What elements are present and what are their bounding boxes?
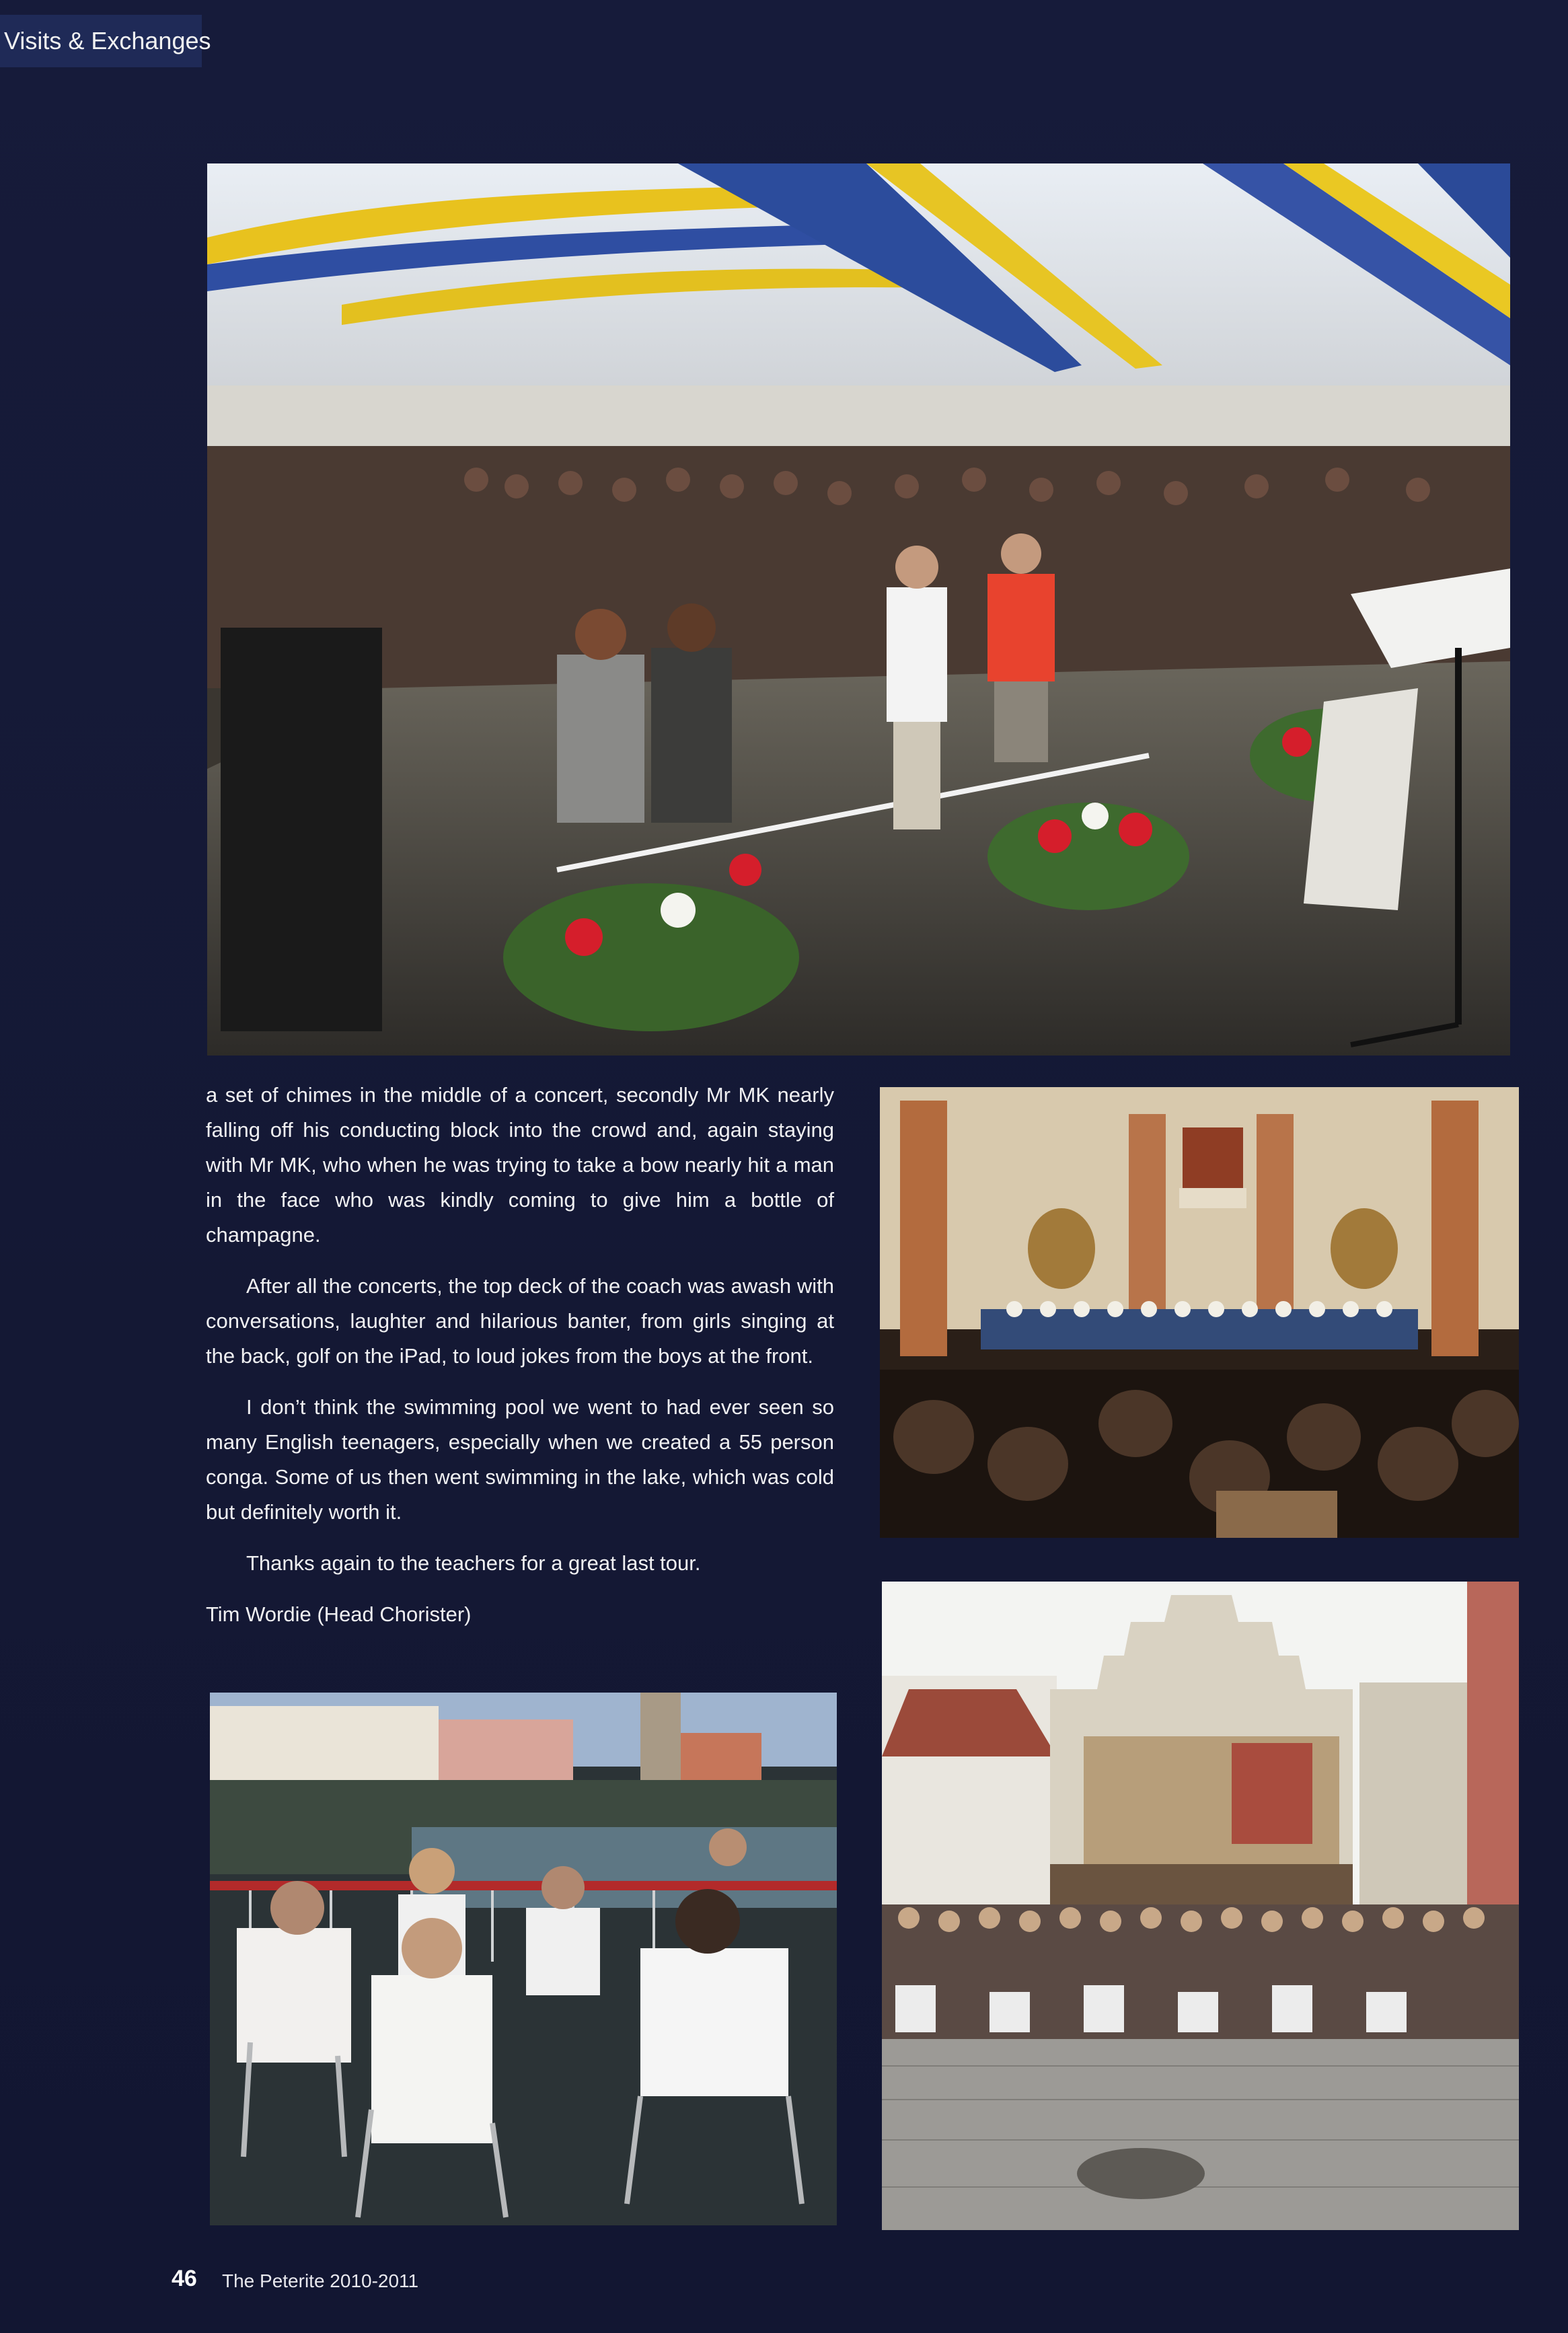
- page-number: 46: [172, 2266, 197, 2291]
- article-body: [206, 1078, 834, 1648]
- section-title: Visits & Exchanges: [0, 15, 202, 67]
- church-concert-photo: [880, 1087, 1519, 1538]
- publication-title: The Peterite 2010-2011: [222, 2270, 419, 2291]
- tent-concert-photo: [207, 163, 1510, 1056]
- article-paragraph-2: After all the concerts, the top deck of the coach was awash with conversations, laughter and hilarious banter, from girls singing at the back, golf on the iPad, to loud jokes from the boys at the front.: [206, 1274, 834, 1368]
- boat-trip-photo: [210, 1693, 837, 2225]
- article-paragraph-1: a set of chimes in the middle of a concert, secondly Mr MK nearly falling off his conducting block into the crowd and, again staying with Mr MK, who when he was trying to take a bow nearly hit a man in the face who was kindly coming to give him a bottle of champagne.: [206, 1083, 834, 1247]
- article-paragraph-4: Thanks again to the teachers for a great last tour.: [246, 1551, 701, 1575]
- town-hall-group-photo: [882, 1582, 1519, 2230]
- article-signature: Tim Wordie (Head Chorister): [206, 1602, 472, 1626]
- article-paragraph-3: I don’t think the swimming pool we went to had ever seen so many English teenagers, especially when we created a 55 person conga. Some of us then went swimming in the lake, which was cold but definitely worth it.: [206, 1395, 834, 1524]
